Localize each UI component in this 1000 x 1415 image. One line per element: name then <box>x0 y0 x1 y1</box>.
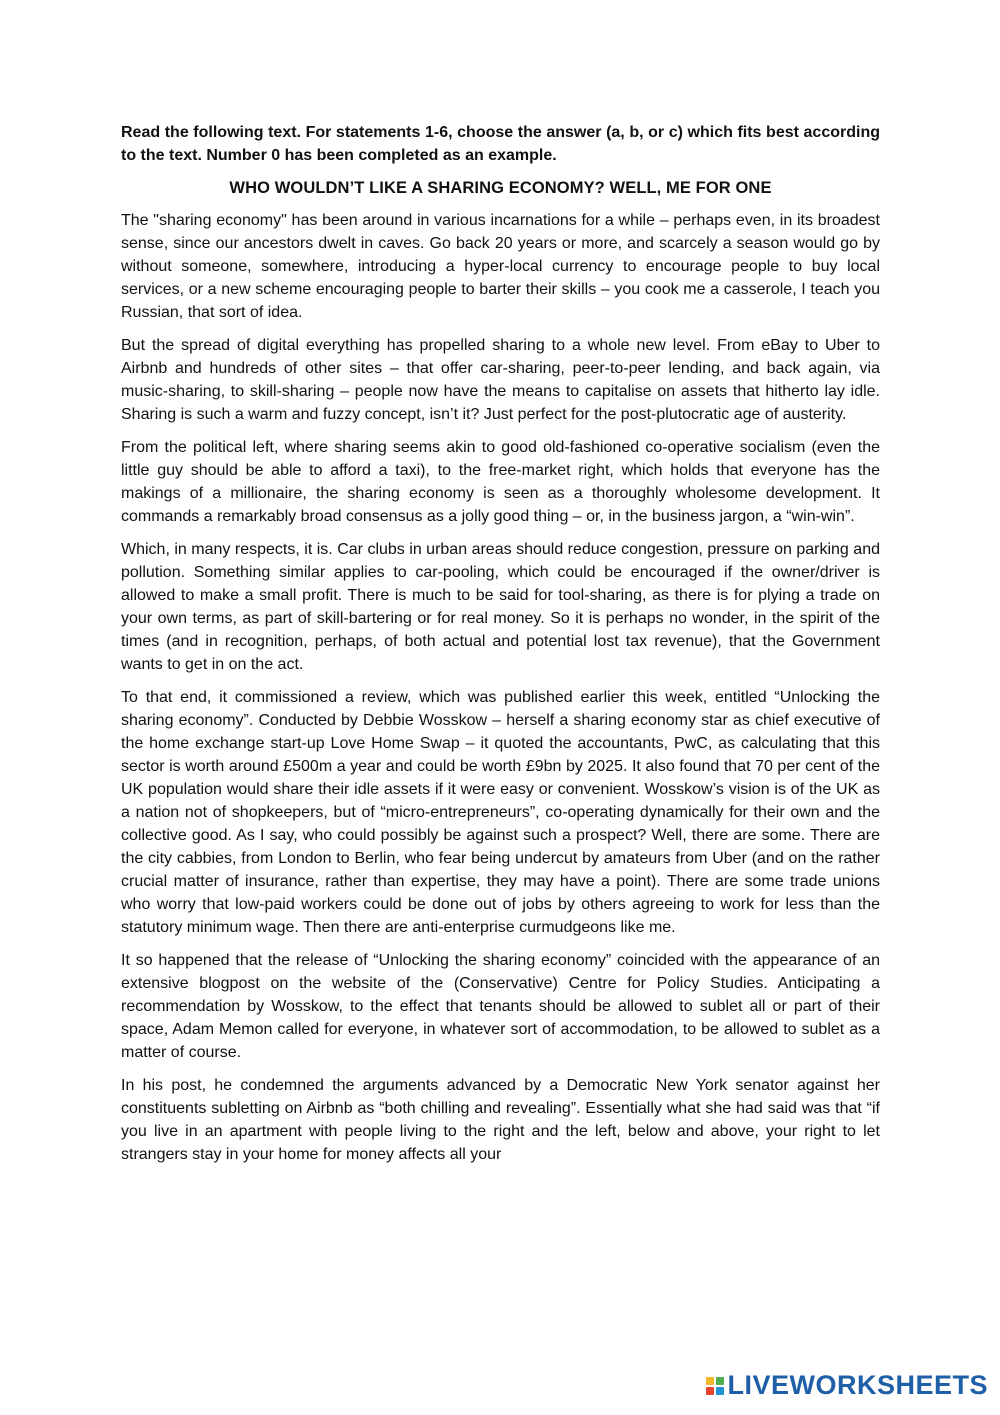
logo-block-yellow <box>706 1377 714 1385</box>
article-paragraph-2: But the spread of digital everything has propelled sharing to a whole new level. From eBay to Uber to Airbnb and hundreds of other sites – that offer car-sharing, peer-to-peer lending, and back again, via music-sharing, to skill-sharing – people now have the means to capitalise on assets that hitherto lay idle. Sharing is such a warm and fuzzy concept, isn’t it? Just perfect for the post-plutocratic age of austerity. <box>121 337 880 423</box>
article-paragraph-4: Which, in many respects, it is. Car clubs in urban areas should reduce congestion, pressure on parking and pollution. Something similar applies to car-pooling, which could be encouraged if the owner/driver is allowed to make a small profit. There is much to be said for tool-sharing, as there is for plying a trade on your own terms, as part of skill-bartering or for real money. So it is perhaps no wonder, in the spirit of the times (and in recognition, perhaps, of both actual and potential lost tax revenue), that the Government wants to get in on the act. <box>121 541 880 673</box>
instructions: Read the following text. For statements 1-6, choose the answer (a, b, or c) which fits best according to the text. Number 0 has been completed as an example. <box>121 124 880 164</box>
article-paragraph-5: To that end, it commissioned a review, which was published earlier this week, entitled “Unlocking the sharing economy”. Conducted by Debbie Wosskow – herself a sharing economy star as chief executive of the home exchange start-up Love Home Swap – it quoted the accountants, PwC, as calculating that this sector is worth around £500m a year and could be worth £9bn by 2025. It also found that 70 per cent of the UK population would share their idle assets if it were easy or convenient. Wosskow’s vision is of the UK as a nation not of shopkeepers, but of “micro-entrepreneurs”, co-operating dynamically for their own and the collective good. As I say, who could possibly be against such a prospect? Well, there are some. There are the city cabbies, from London to Berlin, who fear being undercut by amateurs from Uber (and on the rather crucial matter of insurance, rather than expertise, they may have a point). There are some trade unions who worry that low-paid workers could be done out of jobs by others agreeing to work for less than the statutory minimum wage. Then there are anti-enterprise curmudgeons like me. <box>121 689 880 936</box>
logo-text: LIVEWORKSHEETS <box>727 1370 988 1400</box>
article-paragraph-6: It so happened that the release of “Unlocking the sharing economy” coincided with the appearance of an extensive blogpost on the website of the (Conservative) Centre for Policy Studies. Anticipating a recommendation by Wosskow, to the effect that tenants should be allowed to sublet all or part of their space, Adam Memon called for everyone, in whatever sort of accommodation, to be allowed to sublet as a matter of course. <box>121 952 880 1061</box>
article-paragraph-7: In his post, he condemned the arguments advanced by a Democratic New York senator against her constituents subletting on Airbnb as “both chilling and revealing”. Essentially what she had said was that “if you live in an apartment with people living to the right and the left, below and above, your right to let strangers stay in your home for money affects all your <box>121 1077 880 1163</box>
liveworksheets-logo[interactable] <box>706 1370 988 1401</box>
logo-blocks-icon <box>706 1377 724 1395</box>
article-title: WHO WOULDN’T LIKE A SHARING ECONOMY? WELL, ME FOR ONE <box>229 179 772 197</box>
article-paragraph-1: The "sharing economy" has been around in various incarnations for a while – perhaps even, in its broadest sense, since our ancestors dwelt in caves. Go back 20 years or more, and scarcely a season would go by without someone, somewhere, introducing a hyper-local currency to encourage people to buy local services, or a new scheme encouraging people to barter their skills – you cook me a casserole, I teach you Russian, that sort of idea. <box>121 212 880 321</box>
logo-block-red <box>706 1387 714 1395</box>
document-page <box>121 121 880 1176</box>
logo-block-green <box>716 1377 724 1385</box>
article-paragraph-3: From the political left, where sharing seems akin to good old-fashioned co-operative socialism (even the little guy should be able to afford a taxi), to the free-market right, which holds that everyone has the makings of a millionaire, the sharing economy is seen as a thoroughly wholesome development. It commands a remarkably broad consensus as a jolly good thing – or, in the business jargon, a “win-win”. <box>121 439 880 525</box>
logo-block-blue <box>716 1387 724 1395</box>
